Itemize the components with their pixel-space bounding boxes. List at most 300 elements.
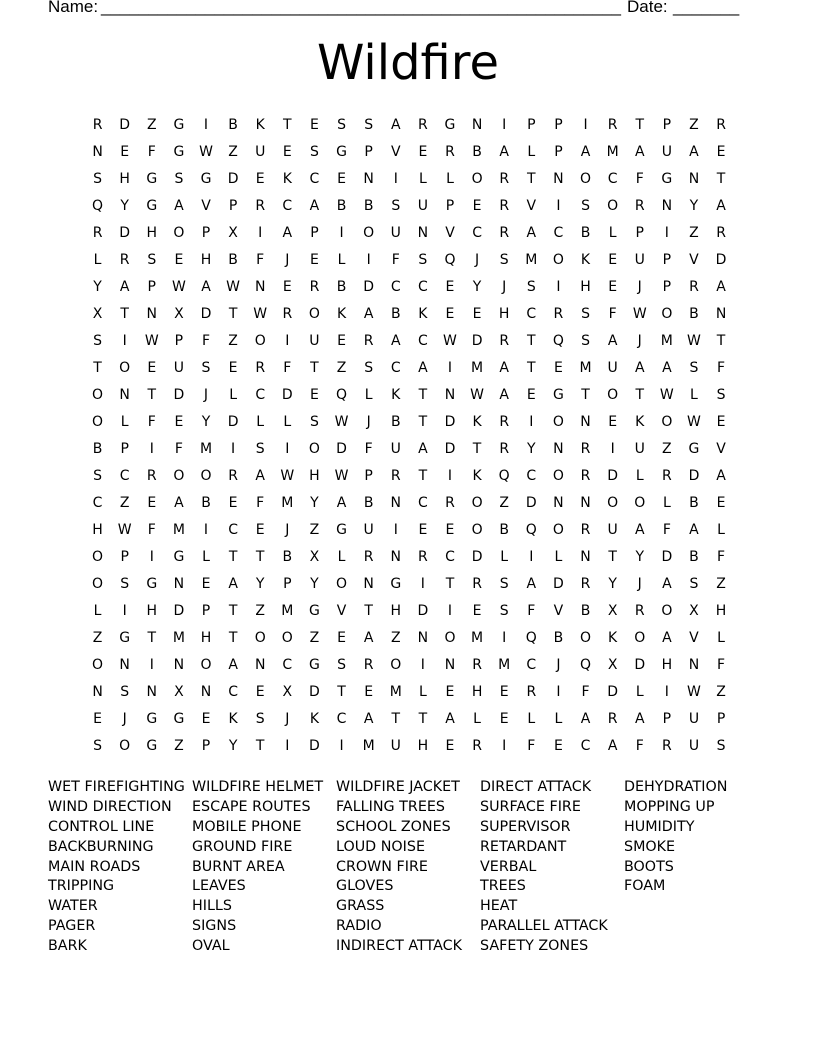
grid-letter[interactable]: N bbox=[661, 197, 673, 214]
grid-letter[interactable]: K bbox=[336, 305, 347, 322]
grid-letter[interactable]: I bbox=[285, 440, 290, 457]
grid-letter[interactable]: K bbox=[255, 116, 265, 133]
grid-letter[interactable]: O bbox=[471, 494, 483, 511]
grid-letter[interactable]: N bbox=[688, 657, 700, 674]
grid-letter[interactable]: O bbox=[607, 494, 619, 511]
grid-letter[interactable]: P bbox=[228, 197, 238, 214]
grid-letter[interactable]: C bbox=[228, 521, 238, 538]
grid-letter[interactable]: G bbox=[146, 711, 158, 728]
grid-letter[interactable]: K bbox=[282, 170, 292, 187]
grid-letter[interactable]: R bbox=[499, 197, 510, 214]
grid-letter[interactable]: L bbox=[418, 170, 427, 187]
grid-letter[interactable]: T bbox=[527, 332, 536, 349]
grid-letter[interactable]: G bbox=[173, 116, 185, 133]
grid-letter[interactable]: A bbox=[418, 440, 428, 457]
grid-letter[interactable]: R bbox=[363, 332, 374, 349]
grid-letter[interactable]: H bbox=[580, 278, 591, 295]
grid-letter[interactable]: F bbox=[201, 332, 211, 349]
grid-letter[interactable]: I bbox=[583, 116, 588, 133]
grid-letter[interactable]: T bbox=[527, 359, 536, 376]
grid-letter[interactable]: V bbox=[553, 603, 564, 620]
grid-letter[interactable]: E bbox=[120, 143, 130, 160]
grid-letter[interactable]: E bbox=[716, 413, 726, 430]
grid-letter[interactable]: J bbox=[502, 278, 507, 295]
grid-letter[interactable]: R bbox=[472, 738, 482, 755]
grid-letter[interactable]: I bbox=[420, 576, 425, 593]
grid-letter[interactable]: D bbox=[309, 684, 320, 701]
grid-letter[interactable]: Z bbox=[228, 332, 238, 349]
grid-letter[interactable]: H bbox=[146, 224, 158, 241]
grid-letter[interactable]: R bbox=[553, 305, 564, 322]
grid-letter[interactable]: K bbox=[608, 630, 618, 647]
grid-letter[interactable]: N bbox=[254, 278, 266, 295]
grid-letter[interactable]: I bbox=[203, 521, 209, 538]
grid-letter[interactable]: F bbox=[717, 657, 726, 674]
date-field[interactable]: _______ bbox=[673, 0, 740, 16]
grid-letter[interactable]: F bbox=[147, 413, 156, 430]
grid-letter[interactable]: N bbox=[688, 170, 700, 187]
grid-letter[interactable]: I bbox=[447, 467, 453, 484]
grid-letter[interactable]: A bbox=[580, 711, 591, 728]
grid-letter[interactable]: V bbox=[716, 440, 726, 457]
grid-letter[interactable]: G bbox=[309, 603, 320, 620]
grid-letter[interactable]: A bbox=[390, 332, 401, 349]
grid-letter[interactable]: S bbox=[526, 278, 536, 295]
grid-letter[interactable]: A bbox=[201, 278, 211, 295]
grid-letter[interactable]: N bbox=[146, 305, 158, 322]
grid-letter[interactable]: G bbox=[444, 116, 456, 133]
grid-letter[interactable]: D bbox=[525, 494, 537, 511]
grid-letter[interactable]: W bbox=[280, 467, 295, 484]
grid-letter[interactable]: F bbox=[717, 359, 726, 376]
grid-letter[interactable]: T bbox=[364, 603, 373, 620]
grid-letter[interactable]: T bbox=[228, 549, 238, 566]
grid-letter[interactable]: C bbox=[607, 170, 618, 187]
grid-letter[interactable]: A bbox=[716, 467, 726, 484]
grid-letter[interactable]: Z bbox=[146, 116, 157, 133]
grid-letter[interactable]: O bbox=[580, 170, 592, 187]
grid-letter[interactable]: B bbox=[689, 549, 699, 566]
grid-letter[interactable]: E bbox=[445, 738, 455, 755]
grid-letter[interactable]: D bbox=[661, 549, 673, 566]
grid-letter[interactable]: E bbox=[526, 386, 536, 403]
grid-letter[interactable]: Y bbox=[635, 549, 645, 566]
grid-letter[interactable]: O bbox=[254, 332, 266, 349]
grid-letter[interactable]: Q bbox=[92, 197, 104, 214]
grid-letter[interactable]: J bbox=[637, 332, 642, 349]
grid-letter[interactable]: L bbox=[608, 224, 617, 241]
grid-letter[interactable]: S bbox=[581, 305, 590, 322]
grid-letter[interactable]: N bbox=[580, 494, 591, 511]
grid-letter[interactable]: E bbox=[201, 576, 211, 593]
grid-letter[interactable]: L bbox=[717, 521, 725, 538]
grid-letter[interactable]: O bbox=[552, 467, 564, 484]
grid-letter[interactable]: P bbox=[635, 224, 644, 241]
grid-letter[interactable]: R bbox=[418, 549, 428, 566]
grid-letter[interactable]: O bbox=[661, 305, 673, 322]
grid-letter[interactable]: V bbox=[201, 197, 211, 214]
grid-letter[interactable]: A bbox=[499, 359, 509, 376]
grid-letter[interactable]: Q bbox=[444, 251, 456, 268]
grid-letter[interactable]: O bbox=[92, 576, 104, 593]
grid-letter[interactable]: C bbox=[390, 278, 401, 295]
grid-letter[interactable]: C bbox=[526, 467, 537, 484]
grid-letter[interactable]: H bbox=[390, 603, 402, 620]
grid-letter[interactable]: K bbox=[635, 413, 645, 430]
grid-letter[interactable]: R bbox=[526, 684, 537, 701]
grid-letter[interactable]: G bbox=[661, 170, 673, 187]
grid-letter[interactable]: A bbox=[255, 467, 265, 484]
grid-letter[interactable]: L bbox=[635, 467, 644, 484]
grid-letter[interactable]: H bbox=[200, 630, 212, 647]
grid-letter[interactable]: D bbox=[444, 440, 456, 457]
grid-letter[interactable]: V bbox=[336, 603, 347, 620]
grid-letter[interactable]: A bbox=[689, 521, 699, 538]
grid-letter[interactable]: O bbox=[634, 630, 646, 647]
grid-letter[interactable]: R bbox=[390, 467, 401, 484]
grid-letter[interactable]: O bbox=[607, 386, 619, 403]
grid-letter[interactable]: F bbox=[662, 521, 671, 538]
grid-letter[interactable]: P bbox=[554, 143, 563, 160]
grid-letter[interactable]: S bbox=[689, 576, 699, 593]
grid-letter[interactable]: L bbox=[202, 549, 210, 566]
grid-letter[interactable]: N bbox=[553, 170, 564, 187]
grid-letter[interactable]: T bbox=[418, 711, 428, 728]
grid-letter[interactable]: F bbox=[527, 738, 536, 755]
grid-letter[interactable]: X bbox=[607, 657, 618, 674]
grid-letter[interactable]: O bbox=[552, 521, 564, 538]
grid-letter[interactable]: O bbox=[281, 630, 293, 647]
grid-letter[interactable]: S bbox=[364, 116, 374, 133]
grid-letter[interactable]: F bbox=[391, 251, 400, 268]
grid-letter[interactable]: S bbox=[309, 413, 319, 430]
grid-letter[interactable]: Y bbox=[120, 197, 129, 214]
grid-letter[interactable]: E bbox=[445, 684, 455, 701]
grid-letter[interactable]: O bbox=[308, 305, 320, 322]
grid-letter[interactable]: T bbox=[445, 576, 455, 593]
grid-letter[interactable]: E bbox=[445, 305, 455, 322]
grid-letter[interactable]: I bbox=[149, 549, 154, 566]
grid-letter[interactable]: A bbox=[607, 332, 618, 349]
grid-letter[interactable]: S bbox=[364, 359, 374, 376]
grid-letter[interactable]: L bbox=[120, 413, 129, 430]
grid-letter[interactable]: T bbox=[93, 359, 102, 376]
grid-letter[interactable]: C bbox=[92, 494, 103, 511]
grid-letter[interactable]: H bbox=[146, 603, 158, 620]
grid-letter[interactable]: A bbox=[363, 711, 374, 728]
grid-letter[interactable]: I bbox=[502, 116, 507, 133]
grid-letter[interactable]: S bbox=[337, 116, 346, 133]
grid-letter[interactable]: O bbox=[552, 251, 564, 268]
grid-letter[interactable]: Z bbox=[716, 684, 726, 701]
grid-letter[interactable]: E bbox=[310, 251, 319, 268]
grid-letter[interactable]: C bbox=[526, 657, 537, 674]
grid-letter[interactable]: T bbox=[418, 413, 428, 430]
grid-letter[interactable]: U bbox=[688, 711, 700, 728]
grid-letter[interactable]: N bbox=[580, 549, 591, 566]
grid-letter[interactable]: M bbox=[579, 359, 592, 376]
grid-letter[interactable]: B bbox=[580, 224, 591, 241]
grid-letter[interactable]: T bbox=[418, 386, 428, 403]
grid-letter[interactable]: T bbox=[635, 116, 645, 133]
grid-letter[interactable]: H bbox=[661, 657, 673, 674]
grid-letter[interactable]: P bbox=[554, 116, 563, 133]
grid-letter[interactable]: R bbox=[661, 738, 672, 755]
grid-letter[interactable]: E bbox=[310, 116, 319, 133]
grid-letter[interactable]: L bbox=[93, 603, 102, 620]
grid-letter[interactable]: Y bbox=[228, 738, 238, 755]
grid-letter[interactable]: D bbox=[119, 224, 131, 241]
grid-letter[interactable]: S bbox=[499, 576, 509, 593]
grid-letter[interactable]: P bbox=[201, 224, 211, 241]
grid-letter[interactable]: C bbox=[336, 711, 347, 728]
grid-letter[interactable]: G bbox=[200, 170, 212, 187]
grid-letter[interactable]: P bbox=[283, 576, 292, 593]
grid-letter[interactable]: U bbox=[173, 359, 184, 376]
grid-letter[interactable]: I bbox=[285, 332, 290, 349]
grid-letter[interactable]: W bbox=[199, 143, 213, 160]
grid-letter[interactable]: J bbox=[203, 386, 209, 403]
grid-letter[interactable]: L bbox=[337, 549, 346, 566]
grid-letter[interactable]: S bbox=[689, 359, 699, 376]
grid-letter[interactable]: Z bbox=[174, 738, 184, 755]
grid-letter[interactable]: A bbox=[363, 630, 374, 647]
grid-letter[interactable]: K bbox=[472, 413, 482, 430]
grid-letter[interactable]: R bbox=[689, 278, 699, 295]
grid-letter[interactable]: W bbox=[171, 278, 186, 295]
grid-letter[interactable]: U bbox=[417, 197, 428, 214]
grid-letter[interactable]: R bbox=[607, 711, 618, 728]
grid-letter[interactable]: G bbox=[336, 143, 347, 160]
grid-letter[interactable]: B bbox=[336, 197, 347, 214]
grid-letter[interactable]: E bbox=[147, 359, 157, 376]
grid-letter[interactable]: M bbox=[172, 630, 185, 647]
grid-letter[interactable]: X bbox=[92, 305, 103, 322]
grid-letter[interactable]: C bbox=[228, 684, 238, 701]
grid-letter[interactable]: O bbox=[390, 657, 402, 674]
grid-letter[interactable]: P bbox=[364, 143, 373, 160]
grid-letter[interactable]: L bbox=[364, 386, 373, 403]
grid-letter[interactable]: C bbox=[580, 738, 591, 755]
grid-letter[interactable]: A bbox=[526, 576, 537, 593]
grid-letter[interactable]: S bbox=[581, 197, 590, 214]
grid-letter[interactable]: Y bbox=[527, 440, 536, 457]
grid-letter[interactable]: N bbox=[92, 684, 103, 701]
grid-letter[interactable]: S bbox=[93, 170, 102, 187]
grid-letter[interactable]: S bbox=[499, 603, 509, 620]
grid-letter[interactable]: G bbox=[173, 143, 185, 160]
grid-letter[interactable]: E bbox=[716, 494, 726, 511]
grid-letter[interactable]: G bbox=[390, 576, 402, 593]
grid-letter[interactable]: Q bbox=[336, 386, 348, 403]
grid-letter[interactable]: W bbox=[632, 305, 647, 322]
grid-letter[interactable]: B bbox=[390, 413, 401, 430]
grid-letter[interactable]: S bbox=[499, 251, 509, 268]
grid-letter[interactable]: S bbox=[255, 440, 265, 457]
grid-letter[interactable]: O bbox=[661, 413, 673, 430]
grid-letter[interactable]: P bbox=[174, 332, 184, 349]
grid-letter[interactable]: C bbox=[390, 359, 401, 376]
grid-letter[interactable]: O bbox=[92, 657, 104, 674]
grid-letter[interactable]: I bbox=[556, 197, 561, 214]
grid-letter[interactable]: Y bbox=[93, 278, 102, 295]
grid-letter[interactable]: P bbox=[201, 603, 211, 620]
grid-letter[interactable]: L bbox=[283, 413, 292, 430]
grid-letter[interactable]: T bbox=[418, 467, 428, 484]
grid-letter[interactable]: K bbox=[309, 711, 320, 728]
grid-letter[interactable]: P bbox=[527, 116, 536, 133]
grid-letter[interactable]: D bbox=[688, 467, 700, 484]
grid-letter[interactable]: Z bbox=[716, 576, 726, 593]
grid-letter[interactable]: A bbox=[445, 711, 455, 728]
grid-letter[interactable]: H bbox=[92, 521, 103, 538]
grid-letter[interactable]: C bbox=[417, 494, 428, 511]
grid-letter[interactable]: B bbox=[336, 278, 347, 295]
grid-letter[interactable]: W bbox=[334, 413, 349, 430]
grid-letter[interactable]: Z bbox=[92, 630, 103, 647]
grid-letter[interactable]: A bbox=[309, 197, 320, 214]
grid-letter[interactable]: I bbox=[529, 413, 534, 430]
grid-letter[interactable]: C bbox=[309, 170, 320, 187]
grid-letter[interactable]: T bbox=[228, 305, 238, 322]
grid-letter[interactable]: D bbox=[309, 738, 320, 755]
grid-letter[interactable]: N bbox=[146, 684, 158, 701]
grid-letter[interactable]: F bbox=[147, 521, 156, 538]
grid-letter[interactable]: C bbox=[526, 305, 537, 322]
grid-letter[interactable]: T bbox=[716, 170, 726, 187]
grid-letter[interactable]: T bbox=[228, 603, 238, 620]
grid-letter[interactable]: E bbox=[282, 143, 292, 160]
grid-letter[interactable]: D bbox=[336, 440, 347, 457]
grid-letter[interactable]: C bbox=[119, 467, 130, 484]
grid-letter[interactable]: L bbox=[717, 630, 725, 647]
grid-letter[interactable]: S bbox=[93, 332, 102, 349]
grid-letter[interactable]: Z bbox=[228, 143, 238, 160]
grid-letter[interactable]: W bbox=[144, 332, 159, 349]
grid-letter[interactable]: N bbox=[444, 657, 456, 674]
grid-letter[interactable]: S bbox=[337, 657, 346, 674]
grid-letter[interactable]: L bbox=[527, 143, 536, 160]
grid-letter[interactable]: G bbox=[146, 738, 158, 755]
grid-letter[interactable]: A bbox=[282, 224, 293, 241]
grid-letter[interactable]: I bbox=[420, 657, 425, 674]
grid-letter[interactable]: E bbox=[282, 278, 292, 295]
grid-letter[interactable]: N bbox=[444, 386, 456, 403]
grid-letter[interactable]: F bbox=[717, 549, 726, 566]
grid-letter[interactable]: B bbox=[390, 305, 401, 322]
grid-letter[interactable]: F bbox=[174, 440, 183, 457]
grid-letter[interactable]: T bbox=[391, 711, 401, 728]
grid-letter[interactable]: L bbox=[446, 170, 454, 187]
grid-letter[interactable]: A bbox=[526, 224, 537, 241]
grid-letter[interactable]: B bbox=[689, 494, 699, 511]
grid-letter[interactable]: R bbox=[228, 467, 238, 484]
grid-letter[interactable]: H bbox=[417, 738, 429, 755]
grid-letter[interactable]: A bbox=[689, 143, 699, 160]
grid-letter[interactable]: F bbox=[635, 170, 644, 187]
grid-letter[interactable]: Y bbox=[689, 197, 699, 214]
grid-letter[interactable]: S bbox=[716, 738, 726, 755]
grid-letter[interactable]: D bbox=[363, 278, 375, 295]
grid-letter[interactable]: O bbox=[200, 467, 212, 484]
grid-letter[interactable]: Z bbox=[309, 630, 320, 647]
grid-letter[interactable]: A bbox=[634, 711, 645, 728]
grid-letter[interactable]: R bbox=[580, 576, 591, 593]
grid-letter[interactable]: N bbox=[553, 440, 564, 457]
grid-letter[interactable]: B bbox=[553, 630, 564, 647]
grid-letter[interactable]: I bbox=[664, 224, 669, 241]
grid-letter[interactable]: D bbox=[715, 251, 727, 268]
grid-letter[interactable]: A bbox=[499, 143, 509, 160]
grid-letter[interactable]: R bbox=[363, 549, 374, 566]
grid-letter[interactable]: I bbox=[529, 549, 534, 566]
grid-letter[interactable]: B bbox=[472, 143, 482, 160]
grid-letter[interactable]: P bbox=[716, 711, 726, 728]
grid-letter[interactable]: A bbox=[390, 116, 401, 133]
grid-letter[interactable]: E bbox=[337, 332, 346, 349]
grid-letter[interactable]: I bbox=[285, 738, 290, 755]
grid-letter[interactable]: H bbox=[200, 251, 212, 268]
grid-letter[interactable]: E bbox=[608, 251, 618, 268]
grid-letter[interactable]: V bbox=[526, 197, 537, 214]
grid-letter[interactable]: T bbox=[716, 332, 726, 349]
grid-letter[interactable]: B bbox=[363, 494, 374, 511]
grid-letter[interactable]: G bbox=[146, 170, 158, 187]
grid-letter[interactable]: S bbox=[120, 684, 130, 701]
grid-letter[interactable]: X bbox=[282, 684, 293, 701]
grid-letter[interactable]: G bbox=[309, 657, 320, 674]
grid-letter[interactable]: L bbox=[256, 413, 265, 430]
grid-letter[interactable]: M bbox=[389, 684, 402, 701]
grid-letter[interactable]: L bbox=[635, 684, 644, 701]
grid-letter[interactable]: A bbox=[174, 197, 184, 214]
grid-letter[interactable]: B bbox=[689, 305, 699, 322]
grid-letter[interactable]: M bbox=[281, 603, 294, 620]
grid-letter[interactable]: R bbox=[499, 224, 510, 241]
grid-letter[interactable]: A bbox=[228, 576, 238, 593]
grid-letter[interactable]: O bbox=[173, 467, 185, 484]
grid-letter[interactable]: N bbox=[580, 413, 591, 430]
grid-letter[interactable]: W bbox=[659, 386, 674, 403]
grid-letter[interactable]: Y bbox=[255, 576, 265, 593]
grid-letter[interactable]: N bbox=[92, 143, 103, 160]
grid-letter[interactable]: E bbox=[255, 684, 265, 701]
grid-letter[interactable]: W bbox=[117, 521, 132, 538]
grid-letter[interactable]: O bbox=[363, 224, 375, 241]
grid-letter[interactable]: Y bbox=[310, 494, 319, 511]
grid-letter[interactable]: K bbox=[418, 305, 428, 322]
grid-letter[interactable]: Q bbox=[552, 332, 564, 349]
grid-letter[interactable]: P bbox=[662, 711, 672, 728]
grid-letter[interactable]: J bbox=[366, 413, 371, 430]
grid-letter[interactable]: B bbox=[228, 116, 238, 133]
grid-letter[interactable]: A bbox=[607, 738, 618, 755]
grid-letter[interactable]: R bbox=[716, 116, 726, 133]
grid-letter[interactable]: C bbox=[417, 332, 428, 349]
grid-letter[interactable]: R bbox=[472, 657, 482, 674]
grid-letter[interactable]: E bbox=[445, 278, 455, 295]
grid-letter[interactable]: M bbox=[606, 143, 619, 160]
grid-letter[interactable]: I bbox=[203, 116, 209, 133]
grid-letter[interactable]: B bbox=[499, 521, 509, 538]
grid-letter[interactable]: D bbox=[173, 603, 185, 620]
grid-letter[interactable]: O bbox=[119, 738, 131, 755]
grid-letter[interactable]: V bbox=[689, 251, 699, 268]
grid-letter[interactable]: F bbox=[256, 494, 265, 511]
grid-letter[interactable]: E bbox=[445, 521, 455, 538]
grid-letter[interactable]: F bbox=[256, 251, 265, 268]
grid-letter[interactable]: E bbox=[499, 684, 509, 701]
